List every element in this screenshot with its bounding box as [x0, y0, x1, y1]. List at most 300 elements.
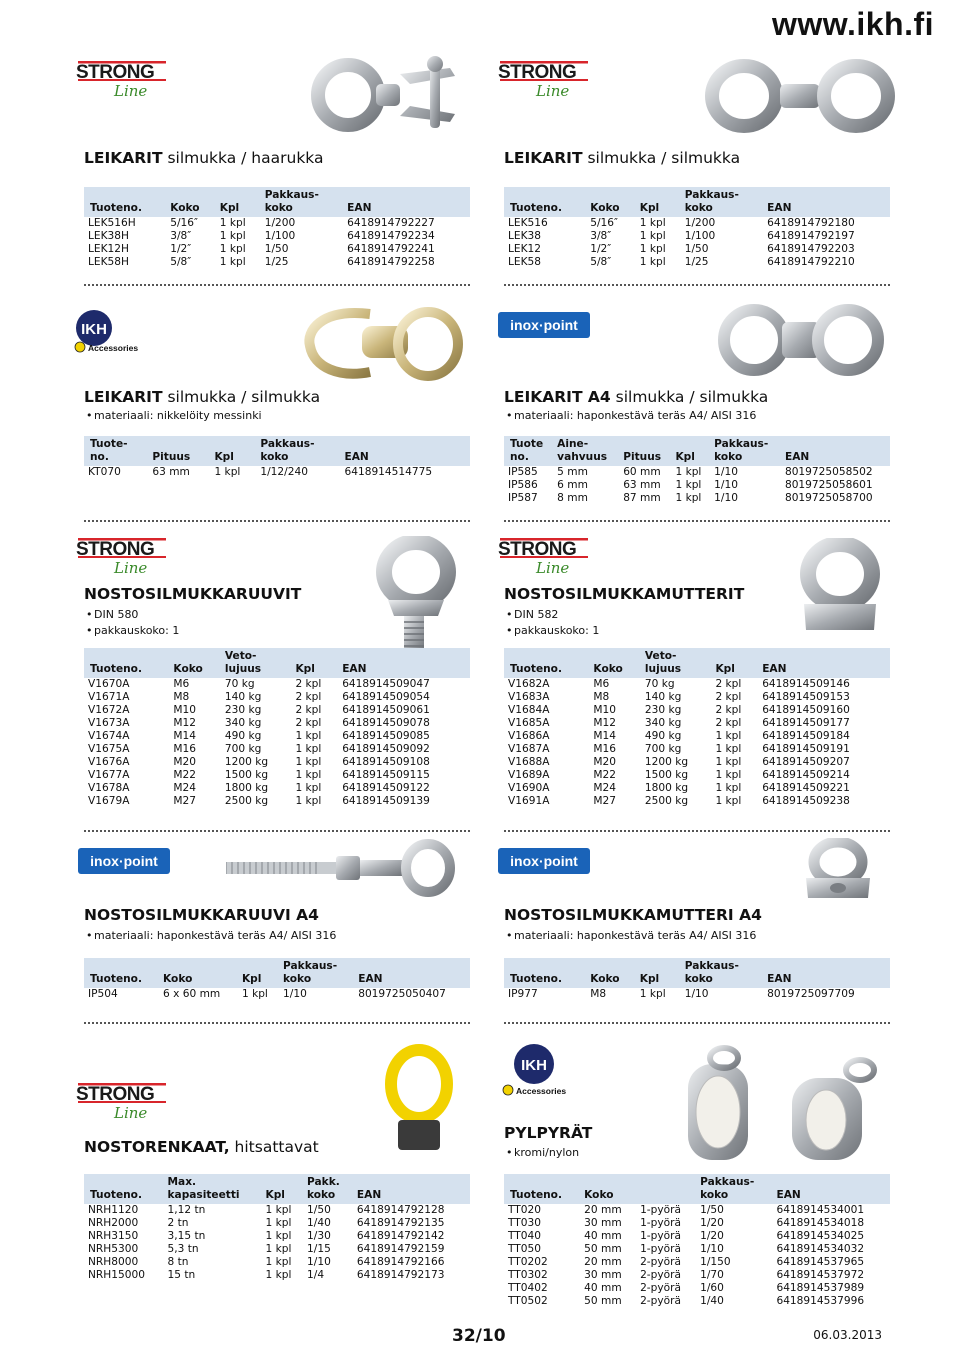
table-cell: LEK12H [88, 243, 129, 255]
table-cell: 30 mm [584, 1269, 622, 1281]
table-cell: 700 kg [644, 743, 682, 755]
table-cell: 1/12/240 [260, 466, 308, 478]
table-cell: 6418914509108 [342, 756, 430, 768]
table-cell: 6418914509153 [762, 691, 850, 703]
table-cell: 2-pyörä [640, 1282, 681, 1294]
table-row [84, 795, 470, 808]
table-cell: V1686A [508, 730, 550, 742]
table-cell: 1/10 [714, 466, 738, 478]
table-cell: NRH2000 [88, 1217, 139, 1229]
table-cell: LEK38 [508, 230, 542, 242]
table-cell: 1 kpl [639, 988, 666, 1000]
table-cell: LEK58 [508, 256, 542, 268]
table-cell: 2 kpl [295, 717, 322, 729]
table-cell: M12 [593, 717, 617, 729]
table-cell: TT020 [508, 1204, 541, 1216]
table-cell: 140 kg [224, 691, 262, 703]
table-cell: 1 kpl [295, 756, 322, 768]
product-table: Tuoteno. Koko Kpl Pakkaus- koko EAN IP977 M8 1 kpl 1/10 8019725097709 [504, 958, 890, 1001]
table-row [504, 466, 890, 479]
table-cell: 5/8″ [170, 256, 192, 268]
table-cell: 1/25 [684, 256, 709, 268]
table-cell: 20 mm [584, 1204, 622, 1216]
strong-line-logo [496, 58, 592, 100]
table-cell: IP585 [508, 466, 538, 478]
table-cell: M10 [593, 704, 617, 716]
strong-line-logo [74, 1080, 170, 1122]
table-row [504, 230, 890, 243]
table-cell: IP586 [508, 479, 538, 491]
stainless-swivel-image [716, 300, 886, 380]
table-cell: 1 kpl [219, 256, 246, 268]
table-cell: M27 [593, 795, 617, 807]
table-row [504, 1230, 890, 1243]
table-row [504, 691, 890, 704]
table-cell: 1-pyörä [640, 1217, 681, 1229]
table-cell: 8019725058502 [784, 466, 873, 478]
table-cell: 1800 kg [224, 782, 269, 794]
table-cell: 6418914509214 [762, 769, 850, 781]
bullet-list: • materiaali: haponkestävä teräs A4/ AISI 316 [506, 408, 756, 424]
table-cell: 1 kpl [715, 730, 742, 742]
table-cell: 2500 kg [644, 795, 689, 807]
table-cell: 1 kpl [675, 479, 702, 491]
product-table: Tuoteno. Koko Kpl Pakkaus- koko EAN IP504 6 x 60 mm 1 kpl 1/10 8019725050407 [84, 958, 470, 1001]
table-cell: 1 kpl [715, 795, 742, 807]
product-table: Tuoteno. Max. kapasiteetti Kpl Pakk. koko EAN NRH1120 1,12 tn 1 kpl 1/50 6418914792128 NRH2000 2 tn 1 kpl 1/40 6418914792135 NRH3150 3,15 tn 1 kpl 1/30 6418914792142 NRH5300 5,3 tn 1 kpl 1/15 6418914792159 NRH8000 8 tn 1 kpl 1/10 6418914792166 NRH15000 15 tn 1 kpl 1/4 6418914792173 [84, 1174, 470, 1282]
table-cell: 1-pyörä [640, 1243, 681, 1255]
table-cell: 6418914537972 [776, 1269, 865, 1281]
ikh-accessories-logo [74, 308, 144, 354]
table-cell: 1 kpl [265, 1243, 292, 1255]
table-cell: 2 kpl [715, 704, 742, 716]
table-row [504, 769, 890, 782]
bullet-list: • DIN 582 • pakkauskoko: 1 [506, 607, 599, 639]
table-row [84, 769, 470, 782]
svg-text:Accessories: Accessories [516, 1086, 567, 1096]
table-cell: 6418914509238 [762, 795, 850, 807]
table-cell: 6418914537965 [776, 1256, 865, 1268]
table-cell: 1/200 [264, 217, 296, 229]
pulley-block-image [680, 1044, 900, 1164]
table-cell: 6418914509191 [762, 743, 850, 755]
section-title: LEIKARIT A4 silmukka / silmukka [504, 388, 769, 406]
table-row [84, 230, 470, 243]
table-cell: 490 kg [224, 730, 262, 742]
table-cell: 8 mm [557, 492, 588, 504]
product-table: Tuote no. Aine- vahvuus Pituus Kpl Pakkaus- koko EAN IP585 5 mm 60 mm 1 kpl 1/10 8019725058502 IP586 6 mm 63 mm 1 kpl 1/10 8019725058601 IP587 8 mm 87 mm 1 kpl 1/10 8019725058700 [504, 436, 890, 505]
table-cell: M16 [173, 743, 197, 755]
table-row [504, 1204, 890, 1217]
table-cell: 1 kpl [715, 769, 742, 781]
ikh-accessories-logo [500, 1042, 570, 1098]
table-cell: 2-pyörä [640, 1295, 681, 1307]
table-cell: 1,12 tn [167, 1204, 206, 1216]
table-cell: V1674A [88, 730, 130, 742]
table-cell: M20 [593, 756, 617, 768]
table-cell: M22 [593, 769, 617, 781]
table-cell: 1/150 [700, 1256, 731, 1268]
table-cell: 230 kg [224, 704, 262, 716]
table-cell: TT0302 [508, 1269, 548, 1281]
table-cell: 1 kpl [265, 1230, 292, 1242]
table-row [84, 1217, 470, 1230]
table-cell: 1 kpl [219, 217, 246, 229]
table-cell: 700 kg [224, 743, 262, 755]
table-cell: 6418914792241 [347, 243, 435, 255]
table-cell: 1500 kg [224, 769, 269, 781]
table-cell: 1/20 [700, 1217, 724, 1229]
bullet-list: • DIN 580 • pakkauskoko: 1 [86, 607, 179, 639]
table-cell: 6418914792210 [767, 256, 855, 268]
table-cell: V1691A [508, 795, 550, 807]
table-row [504, 795, 890, 808]
eye-nut-image [790, 538, 890, 638]
table-cell: 6418914534025 [776, 1230, 865, 1242]
table-cell: 2-pyörä [640, 1256, 681, 1268]
table-cell: 6418914534018 [776, 1217, 865, 1229]
table-cell: 6418914509054 [342, 691, 430, 703]
table-cell: IP587 [508, 492, 538, 504]
table-cell: 1-pyörä [640, 1204, 681, 1216]
table-cell: 6418914509078 [342, 717, 430, 729]
table-row [504, 678, 890, 691]
table-cell: V1671A [88, 691, 130, 703]
table-cell: 63 mm [623, 479, 661, 491]
table-cell: KT070 [88, 466, 121, 478]
table-cell: 5/8″ [590, 256, 612, 268]
nickel-swivel-image [300, 302, 470, 386]
table-cell: 1 kpl [639, 217, 666, 229]
table-cell: TT0202 [508, 1256, 548, 1268]
table-cell: V1683A [508, 691, 550, 703]
table-row [84, 678, 470, 691]
table-cell: 1 kpl [675, 466, 702, 478]
table-cell: 1 kpl [265, 1256, 292, 1268]
table-cell: V1682A [508, 678, 550, 690]
table-row [504, 743, 890, 756]
swivel-eye-eye-image [700, 56, 900, 136]
table-row [84, 256, 470, 269]
table-row [84, 1256, 470, 1269]
table-cell: 60 mm [623, 466, 661, 478]
table-cell: 1/200 [684, 217, 716, 229]
table-cell: 1/50 [307, 1204, 331, 1216]
table-cell: 6418914792258 [347, 256, 435, 268]
table-cell: 6418914537989 [776, 1282, 865, 1294]
table-cell: 1/4 [307, 1269, 325, 1281]
table-cell: 6418914792128 [356, 1204, 445, 1216]
section-title: PYLPYRÄT [504, 1124, 593, 1142]
product-table: Tuoteno. Koko Kpl Pakkaus- koko EAN LEK516H 5/16″ 1 kpl 1/200 6418914792227 LEK38H 3/8″ 1 kpl 1/100 6418914792234 LEK12H 1/2″ 1 kpl 1/50 6418914792241 LEK58H 5/8″ 1 kpl 1/25 6418914792258 [84, 187, 470, 269]
table-cell: 6418914514775 [344, 466, 433, 478]
table-cell: 1 kpl [295, 730, 322, 742]
table-cell: M8 [590, 988, 607, 1000]
table-cell: 1/30 [307, 1230, 331, 1242]
product-table: Tuoteno. Koko Veto- lujuus Kpl EAN V1670A M6 70 kg 2 kpl 6418914509047 V1671A M8 140 kg 2 kpl 6418914509054 V1672A M10 230 kg 2 kpl 6418914509061 V1673A M12 340 kg 2 kpl 6418914509078 V1674A M14 490 kg 1 kpl 6418914509085 V1675A M16 700 kg 1 kpl 6418914509092 V1676A M20 1200 kg 1 kpl 6418914509108 V1677A M22 1500 kg 1 kpl 6418914509115 V1678A M24 1800 kg 1 kpl 6418914509122 V1679A M27 2500 kg 1 kpl 6418914509139 [84, 648, 470, 808]
table-cell: TT050 [508, 1243, 541, 1255]
table-row [504, 730, 890, 743]
section-title: LEIKARIT silmukka / silmukka [84, 388, 321, 406]
table-cell: 6418914792173 [356, 1269, 445, 1281]
table-cell: 6418914792197 [767, 230, 855, 242]
table-cell: 1/50 [700, 1204, 724, 1216]
section-title: NOSTOSILMUKKAMUTTERIT [504, 585, 745, 603]
table-cell: 2 kpl [715, 717, 742, 729]
inox-logo-text: inox·point [510, 317, 578, 333]
table-cell: V1677A [88, 769, 130, 781]
table-row [84, 243, 470, 256]
table-cell: 6418914537996 [776, 1295, 865, 1307]
table-cell: 40 mm [584, 1230, 622, 1242]
table-cell: 1/70 [700, 1269, 724, 1281]
table-cell: 6418914509160 [762, 704, 850, 716]
table-cell: 5,3 tn [167, 1243, 199, 1255]
table-cell: 1/2″ [170, 243, 192, 255]
table-cell: 1 kpl [639, 256, 666, 268]
table-cell: 6418914792227 [347, 217, 435, 229]
table-cell: 3/8″ [590, 230, 612, 242]
table-cell: 140 kg [644, 691, 682, 703]
table-cell: 8 tn [167, 1256, 189, 1268]
table-cell: 1/50 [684, 243, 709, 255]
table-cell: 87 mm [623, 492, 661, 504]
table-cell: 6418914509115 [342, 769, 430, 781]
table-cell: 1 kpl [214, 466, 241, 478]
table-cell: IP977 [508, 988, 538, 1000]
table-cell: 15 tn [167, 1269, 196, 1281]
table-cell: 1 kpl [715, 743, 742, 755]
table-row [84, 466, 470, 479]
table-cell: NRH15000 [88, 1269, 145, 1281]
table-row [84, 743, 470, 756]
table-cell: 63 mm [152, 466, 190, 478]
table-cell: M27 [173, 795, 197, 807]
table-cell: V1676A [88, 756, 130, 768]
table-row [84, 717, 470, 730]
table-cell: 30 mm [584, 1217, 622, 1229]
table-cell: LEK12 [508, 243, 542, 255]
site-url[interactable]: www.ikh.fi [771, 6, 934, 42]
table-cell: 1/100 [264, 230, 296, 242]
table-cell: 1 kpl [265, 1204, 292, 1216]
divider [84, 284, 470, 286]
table-cell: 1 kpl [639, 243, 666, 255]
inox-logo-text: inox·point [510, 853, 578, 869]
table-cell: TT0402 [508, 1282, 548, 1294]
table-cell: 340 kg [224, 717, 262, 729]
section-title: LEIKARIT silmukka / haarukka [84, 149, 324, 167]
table-cell: M14 [173, 730, 197, 742]
table-cell: 1800 kg [644, 782, 689, 794]
table-cell: V1670A [88, 678, 130, 690]
table-row [504, 756, 890, 769]
table-cell: M8 [593, 691, 610, 703]
strong-line-logo [74, 58, 170, 100]
table-cell: 1 kpl [295, 743, 322, 755]
inox-logo-text: inox·point [90, 853, 158, 869]
table-cell: 6418914509177 [762, 717, 850, 729]
table-cell: 1-pyörä [640, 1230, 681, 1242]
bullet-list: • materiaali: nikkelöity messinki [86, 408, 262, 424]
table-cell: 8019725058700 [784, 492, 873, 504]
table-row [84, 1204, 470, 1217]
inox-point-logo [498, 848, 590, 874]
table-row [504, 782, 890, 795]
stainless-eye-nut-image [800, 838, 876, 902]
table-cell: 3,15 tn [167, 1230, 206, 1242]
table-row [84, 704, 470, 717]
table-cell: 6418914509061 [342, 704, 430, 716]
table-cell: 1200 kg [644, 756, 689, 768]
table-cell: 1/10 [714, 492, 738, 504]
section-title: LEIKARIT silmukka / silmukka [504, 149, 741, 167]
divider [504, 1022, 890, 1024]
table-row [504, 479, 890, 492]
table-cell: V1675A [88, 743, 130, 755]
table-cell: 50 mm [584, 1295, 622, 1307]
divider [84, 830, 470, 832]
divider [84, 520, 470, 522]
table-row [504, 1295, 890, 1308]
table-cell: 6 x 60 mm [163, 988, 221, 1000]
table-cell: 8019725097709 [767, 988, 855, 1000]
table-cell: 230 kg [644, 704, 682, 716]
section-title: NOSTOSILMUKKAMUTTERI A4 [504, 906, 762, 924]
strong-line-logo [496, 535, 592, 577]
svg-text:IKH: IKH [521, 1057, 547, 1074]
table-cell: 6418914792203 [767, 243, 855, 255]
table-cell: 70 kg [644, 678, 675, 690]
divider [84, 1022, 470, 1024]
table-cell: M12 [173, 717, 197, 729]
table-cell: NRH8000 [88, 1256, 139, 1268]
table-cell: 1/40 [700, 1295, 724, 1307]
table-cell: 1 kpl [295, 782, 322, 794]
table-cell: 1500 kg [644, 769, 689, 781]
table-cell: 2 tn [167, 1217, 189, 1229]
table-cell: 1 kpl [295, 795, 322, 807]
table-cell: 1 kpl [295, 769, 322, 781]
table-row [504, 492, 890, 505]
table-cell: TT040 [508, 1230, 541, 1242]
table-cell: M22 [173, 769, 197, 781]
table-cell: 2 kpl [715, 678, 742, 690]
table-cell: M24 [593, 782, 617, 794]
table-row [84, 691, 470, 704]
table-row [504, 1217, 890, 1230]
table-cell: 6418914509184 [762, 730, 850, 742]
table-cell: M20 [173, 756, 197, 768]
table-cell: 1 kpl [219, 230, 246, 242]
long-eye-bolt-image [226, 838, 466, 898]
product-table: Tuote- no. Pituus Kpl Pakkaus- koko EAN KT070 63 mm 1 kpl 1/12/240 6418914514775 [84, 436, 470, 479]
svg-text:Accessories: Accessories [88, 343, 139, 353]
table-cell: 1/20 [700, 1230, 724, 1242]
table-cell: LEK516 [508, 217, 548, 229]
table-cell: 1/100 [684, 230, 716, 242]
swivel-eye-jaw-image [310, 54, 470, 136]
table-cell: TT030 [508, 1217, 541, 1229]
table-row [84, 1269, 470, 1282]
table-cell: M14 [593, 730, 617, 742]
table-row [504, 1243, 890, 1256]
table-cell: 6418914509047 [342, 678, 430, 690]
table-cell: 50 mm [584, 1243, 622, 1255]
product-table: Tuoteno. Koko Veto- lujuus Kpl EAN V1682A M6 70 kg 2 kpl 6418914509146 V1683A M8 140 kg 2 kpl 6418914509153 V1684A M10 230 kg 2 kpl 6418914509160 V1685A M12 340 kg 2 kpl 6418914509177 V1686A M14 490 kg 1 kpl 6418914509184 V1687A M16 700 kg 1 kpl 6418914509191 V1688A M20 1200 kg 1 kpl 6418914509207 V1689A M22 1500 kg 1 kpl 6418914509214 V1690A M24 1800 kg 1 kpl 6418914509221 V1691A M27 2500 kg 1 kpl 6418914509238 [504, 648, 890, 808]
table-cell: IP504 [88, 988, 118, 1000]
table-cell: 8019725058601 [784, 479, 873, 491]
section-title: NOSTORENKAAT, hitsattavat [84, 1138, 319, 1156]
table-cell: 6418914534001 [776, 1204, 865, 1216]
table-cell: 2500 kg [224, 795, 269, 807]
table-cell: LEK58H [88, 256, 129, 268]
table-cell: M10 [173, 704, 197, 716]
divider [504, 284, 890, 286]
table-cell: 6418914509146 [762, 678, 850, 690]
table-row [84, 782, 470, 795]
table-cell: 5 mm [557, 466, 588, 478]
table-row [504, 243, 890, 256]
table-cell: 1 kpl [219, 243, 246, 255]
date: 06.03.2013 [813, 1328, 882, 1342]
table-cell: 20 mm [584, 1256, 622, 1268]
product-table: Tuoteno. Koko Kpl Pakkaus- koko EAN LEK516 5/16″ 1 kpl 1/200 6418914792180 LEK38 3/8″ 1 kpl 1/100 6418914792197 LEK12 1/2″ 1 kpl 1/50 6418914792203 LEK58 5/8″ 1 kpl 1/25 6418914792210 [504, 187, 890, 269]
table-cell: 6418914534032 [776, 1243, 865, 1255]
table-cell: 6418914509122 [342, 782, 430, 794]
table-cell: 1/50 [264, 243, 289, 255]
table-cell: LEK38H [88, 230, 129, 242]
section-title: NOSTOSILMUKKARUUVIT [84, 585, 302, 603]
table-cell: 8019725050407 [358, 988, 446, 1000]
table-cell: 490 kg [644, 730, 682, 742]
product-table: Tuoteno. Koko Pakkaus- koko EAN TT020 20 mm 1-pyörä 1/50 6418914534001 TT030 30 mm 1-pyörä 1/20 6418914534018 TT040 40 mm 1-pyörä 1/20 6418914534025 TT050 50 mm 1-pyörä 1/10 6418914534032 TT0202 20 mm 2-pyörä 1/150 6418914537965 TT0302 30 mm 2-pyörä 1/70 6418914537972 TT0402 40 mm 2-pyörä 1/60 6418914537989 TT0502 50 mm 2-pyörä 1/40 6418914537996 [504, 1174, 890, 1308]
table-cell: 1/10 [714, 479, 738, 491]
table-row [84, 730, 470, 743]
table-row [504, 988, 890, 1001]
table-cell: M6 [593, 678, 610, 690]
table-cell: 6418914792166 [356, 1256, 445, 1268]
table-cell: 1/10 [700, 1243, 724, 1255]
eye-bolt-image [368, 536, 468, 656]
strong-line-logo [74, 535, 170, 577]
table-cell: 1/15 [307, 1243, 331, 1255]
table-cell: 6418914509139 [342, 795, 430, 807]
table-row [84, 988, 470, 1001]
table-cell: 6 mm [557, 479, 588, 491]
table-cell: V1684A [508, 704, 550, 716]
table-cell: 2 kpl [295, 691, 322, 703]
table-cell: 2 kpl [715, 691, 742, 703]
table-cell: V1688A [508, 756, 550, 768]
table-cell: 1 kpl [715, 756, 742, 768]
table-cell: 1/10 [684, 988, 709, 1000]
table-cell: 6418914792135 [356, 1217, 445, 1229]
table-cell: V1673A [88, 717, 130, 729]
table-cell: 1 kpl [265, 1269, 292, 1281]
table-row [84, 756, 470, 769]
table-cell: V1685A [508, 717, 550, 729]
table-cell: M24 [173, 782, 197, 794]
weld-on-ring-image [382, 1044, 456, 1156]
table-row [504, 1269, 890, 1282]
table-cell: 1 kpl [265, 1217, 292, 1229]
table-cell: 1 kpl [639, 230, 666, 242]
table-cell: 5/16″ [590, 217, 618, 229]
table-cell: 3/8″ [170, 230, 192, 242]
table-cell: 2 kpl [295, 678, 322, 690]
table-cell: M6 [173, 678, 190, 690]
